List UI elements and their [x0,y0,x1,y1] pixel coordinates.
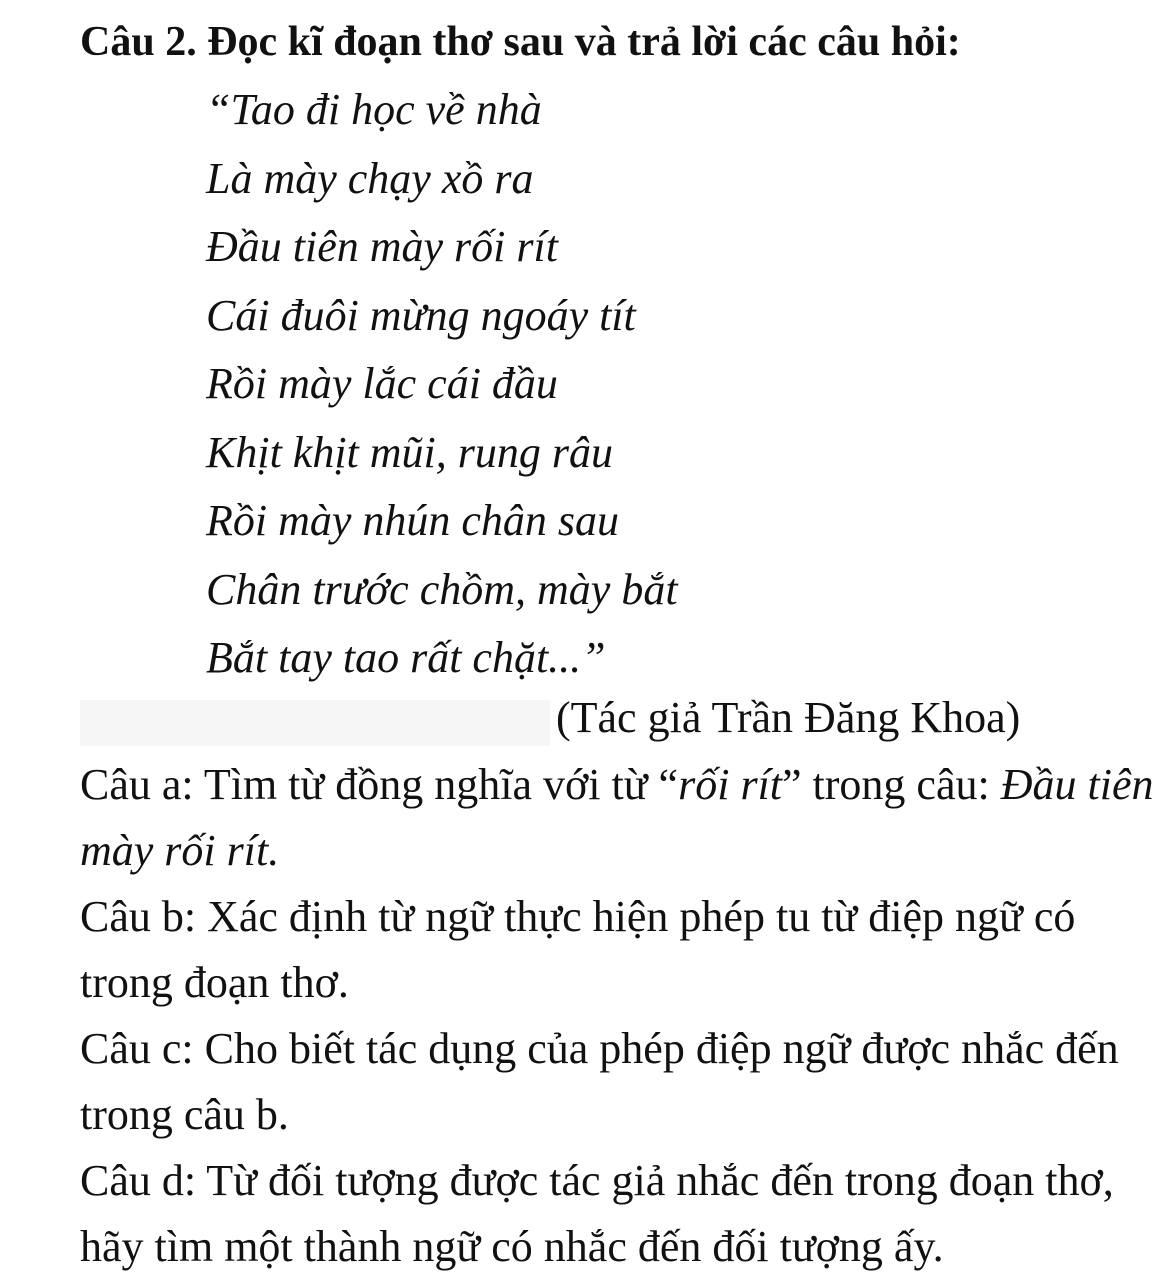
question-d [80,1148,1114,1280]
poem-line: Rồi mày nhún chân sau [206,496,620,545]
question-d-line-1: Câu d: Từ đối tượng được tác giả nhắc đến trong đoạn thơ, [80,1156,1114,1205]
poem-line: Là mày chạy xồ ra [206,153,534,203]
question-c-line-1: Câu c: Cho biết tác dụng của phép điệp ngữ được nhắc đến [80,1024,1119,1073]
quoted-verse: Đầu tiên [1000,760,1153,809]
poem-author: (Tác giả Trần Đăng Khoa) [556,693,1021,742]
poem-line: Rồi mày lắc cái đầu [206,359,558,408]
question-d-line-2: hãy tìm một thành ngữ có nhắc đến đối tượng ấy. [80,1222,944,1271]
poem-line: Bắt tay tao rất chặt...” [206,633,606,682]
poem-line: Khịt khịt mũi, rung râu [206,427,614,477]
question-b-line-1: Câu b: Xác định từ ngữ thực hiện phép tu từ điệp ngữ có [80,892,1076,941]
question-a-line-1: Câu a: Tìm từ đồng nghĩa với từ “rối rít” trong câu: Đầu tiên [80,760,1153,809]
question-c [80,1016,1119,1148]
question-a [80,752,1153,884]
shaded-band [80,700,550,746]
poem-line: Đầu tiên mày rối rít [206,222,558,271]
question-list [80,752,1153,1280]
poem-line: Cái đuôi mừng ngoáy tít [206,290,636,340]
question-b [80,884,1076,1016]
question-c-line-2: trong câu b. [80,1090,289,1139]
question-a-line-2: mày rối rít. [80,826,280,875]
poem-line: “Tao đi học về nhà [206,85,542,134]
highlighted-word: rối rít [678,760,783,809]
question-b-line-2: trong đoạn thơ. [80,958,349,1007]
question-heading: Câu 2. Đọc kĩ đoạn thơ sau và trả lời các câu hỏi: [80,19,961,65]
poem-line: Chân trước chồm, mày bắt [206,564,678,614]
poem-excerpt [206,76,906,693]
